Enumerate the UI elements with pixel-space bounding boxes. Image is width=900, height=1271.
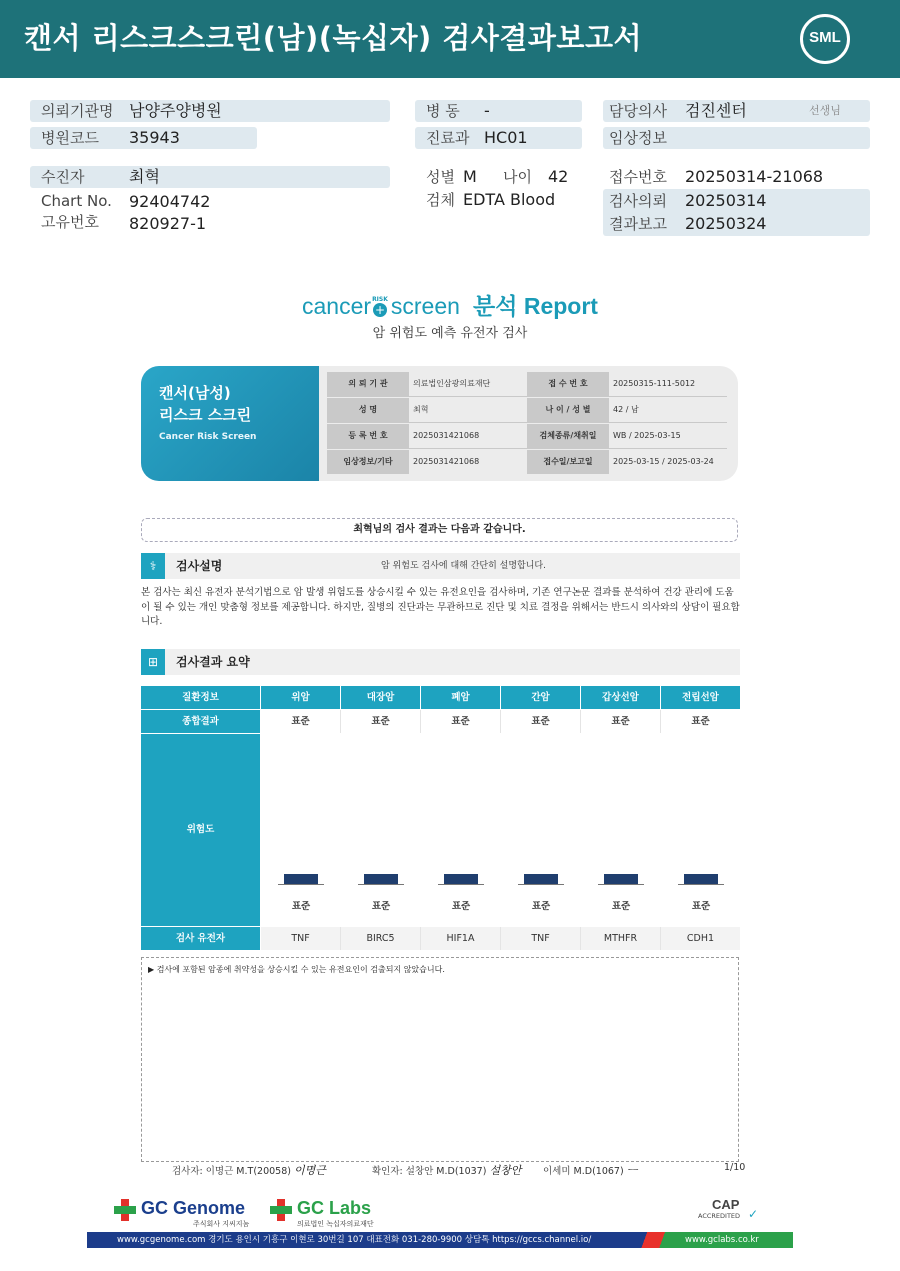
card-row: 임상정보/기타 2025031421068 접수일/보고일 2025-03-15 / 2025-03-24 xyxy=(327,449,727,475)
patient-value: 최혁 xyxy=(129,167,160,186)
risk-bar xyxy=(684,874,718,884)
doctor-value: 검진센터 xyxy=(685,101,747,120)
risk-bar xyxy=(604,874,638,884)
footer-site-link[interactable]: www.gclabs.co.kr xyxy=(685,1235,759,1245)
confirmer-signature: 확인자: 설창안 M.D(1037) 설창안 xyxy=(372,1164,522,1177)
risk-bar xyxy=(364,874,398,884)
footer-bar xyxy=(87,1232,793,1248)
risk-bar xyxy=(284,874,318,884)
doctor-label: 담당의사 xyxy=(609,102,667,120)
summary-card xyxy=(141,366,738,481)
second-signature: 이세미 M.D(1067) ㅡ xyxy=(543,1164,638,1177)
uid-label: 고유번호 xyxy=(41,213,99,231)
second-sign-image: ㅡ xyxy=(626,1164,638,1177)
age-label: 나이 xyxy=(503,168,532,186)
report-value: 20250324 xyxy=(685,214,767,233)
card-row: 성 명 최혁 나 이 / 성 별 42 / 남 xyxy=(327,397,727,423)
report-header xyxy=(0,0,900,78)
receipt-value: 20250314-21068 xyxy=(685,167,824,186)
uid-value: 820927-1 xyxy=(129,214,207,233)
cap-accredited-logo: CAP ACCREDITED ✓ xyxy=(698,1197,759,1221)
institution-value: 남양주양병원 xyxy=(129,101,222,120)
risk-row: 위험도 표준 표준 표준 표준 표준 표준 xyxy=(141,734,740,926)
chart-label: Chart No. xyxy=(41,192,112,210)
gc-genome-logo: GC Genome xyxy=(141,1198,246,1218)
gc-labs-mark-icon xyxy=(270,1199,292,1221)
card-row: 의 뢰 기 관 의료법인삼광의료재단 접 수 번 호 20250315-111-5012 xyxy=(327,371,727,397)
risk-baseline xyxy=(278,884,324,885)
risk-label: 표준 xyxy=(531,901,551,912)
receipt-label: 접수번호 xyxy=(609,168,667,186)
report-title: 캔서 리스크스크린(남)(녹십자) 검사결과보고서 xyxy=(24,21,642,55)
risk-bar xyxy=(444,874,478,884)
specimen-label: 검체 xyxy=(426,191,455,209)
clinical-label: 임상정보 xyxy=(609,129,667,147)
age-value: 42 xyxy=(548,167,569,186)
patient-label: 수진자 xyxy=(41,168,85,186)
sex-value: M xyxy=(463,167,477,186)
risk-label: 표준 xyxy=(611,901,631,912)
risk-baseline xyxy=(678,884,724,885)
request-value: 20250314 xyxy=(685,191,767,210)
report-label: 결과보고 xyxy=(609,215,667,233)
stethoscope-icon: ⚕ xyxy=(141,553,165,579)
result-row: 종합결과 표준 표준 표준 표준 표준 표준 xyxy=(141,710,740,733)
risk-label: 표준 xyxy=(291,901,311,912)
risk-baseline xyxy=(358,884,404,885)
card-info-table xyxy=(327,371,727,475)
risk-bar xyxy=(524,874,558,884)
chart-value: 92404742 xyxy=(129,192,211,211)
risk-baseline xyxy=(518,884,564,885)
cancer-screen-logo: cancer +$^{RISK}$ screen 분석 Report xyxy=(302,293,598,319)
ward-value: - xyxy=(484,101,490,120)
gene-row: 검사 유전자 TNF BIRC5 HIF1A TNF MTHFR CDH1 xyxy=(141,927,740,950)
code-label: 병원코드 xyxy=(41,129,99,147)
folder-plus-icon: ⊞ xyxy=(141,649,165,675)
specimen-value: EDTA Blood xyxy=(463,190,556,209)
section-description: ⚕ 검사설명 암 위험도 검사에 대해 간단히 설명합니다. xyxy=(141,553,740,579)
dept-label: 진료과 xyxy=(426,129,470,147)
card-english-title: Cancer Risk Screen xyxy=(159,432,257,442)
tester-sign-image: 이명근 xyxy=(293,1164,326,1177)
result-message: 최혁님의 검사 결과는 다음과 같습니다. xyxy=(141,518,738,542)
gc-labs-logo: GC Labs xyxy=(297,1198,372,1218)
report-subtitle: 암 위험도 예측 유전자 검사 xyxy=(372,326,528,341)
check-icon: ✓ xyxy=(748,1207,759,1221)
section-summary: ⊞ 검사결과 요약 xyxy=(141,649,740,675)
request-label: 검사의뢰 xyxy=(609,192,667,210)
dept-value: HC01 xyxy=(484,128,528,147)
card-row: 등 록 번 호 2025031421068 검체종류/채취일 WB / 2025-03-15 xyxy=(327,423,727,449)
sml-logo: SML xyxy=(800,14,850,64)
doctor-suffix: 선생님 xyxy=(809,104,841,117)
risk-label: 표준 xyxy=(371,901,391,912)
risk-baseline xyxy=(438,884,484,885)
footer-address: www.gcgenome.com 경기도 용인시 기흥구 이현로 30번길 107 대표전화 031-280-9900 상담톡 https://gccs.channel.io/ xyxy=(117,1235,592,1245)
confirmer-sign-image: 설창안 xyxy=(489,1164,522,1177)
card-title-panel: 캔서(남성) 리스크 스크린 Cancer Risk Screen xyxy=(141,366,319,481)
code-value: 35943 xyxy=(129,128,180,147)
institution-label: 의뢰기관명 xyxy=(41,102,114,120)
tester-signature: 검사자: 이명근 M.T(20058) 이명근 xyxy=(172,1164,326,1177)
risk-label: 표준 xyxy=(451,901,471,912)
ward-label: 병 동 xyxy=(426,102,460,120)
risk-plus-icon: + xyxy=(375,302,386,317)
gc-genome-mark-icon xyxy=(114,1199,136,1221)
risk-baseline xyxy=(598,884,644,885)
gc-genome-sub: 주식회사 지씨지놈 xyxy=(193,1220,250,1228)
disease-row: 질환정보 위암 대장암 폐암 간암 갑상선암 전립선암 xyxy=(141,686,740,709)
page-number: 1/10 xyxy=(724,1162,746,1173)
gc-labs-sub: 의료법인 녹십자의료재단 xyxy=(297,1220,374,1228)
description-paragraph: 본 검사는 최신 유전자 분석기법으로 암 발생 위험도를 상승시킬 수 있는 유전요인을 검사하며, 기존 연구논문 결과를 분석하여 건강 관리에 도움이 될 수 있는 개인 맞춤형 정보를 제공합니다. 하지만, 질병의 진단과는 무관하므로 진단 및 치료 결정을 위해서는 반드시 의사와의 상담이 필요합니다. xyxy=(141,587,740,627)
sex-label: 성별 xyxy=(426,168,455,186)
result-note: ▶ 검사에 포함된 암종에 취약성을 상승시킬 수 있는 유전요인이 검출되지 않았습니다. xyxy=(141,957,739,1162)
risk-label: 표준 xyxy=(691,901,711,912)
